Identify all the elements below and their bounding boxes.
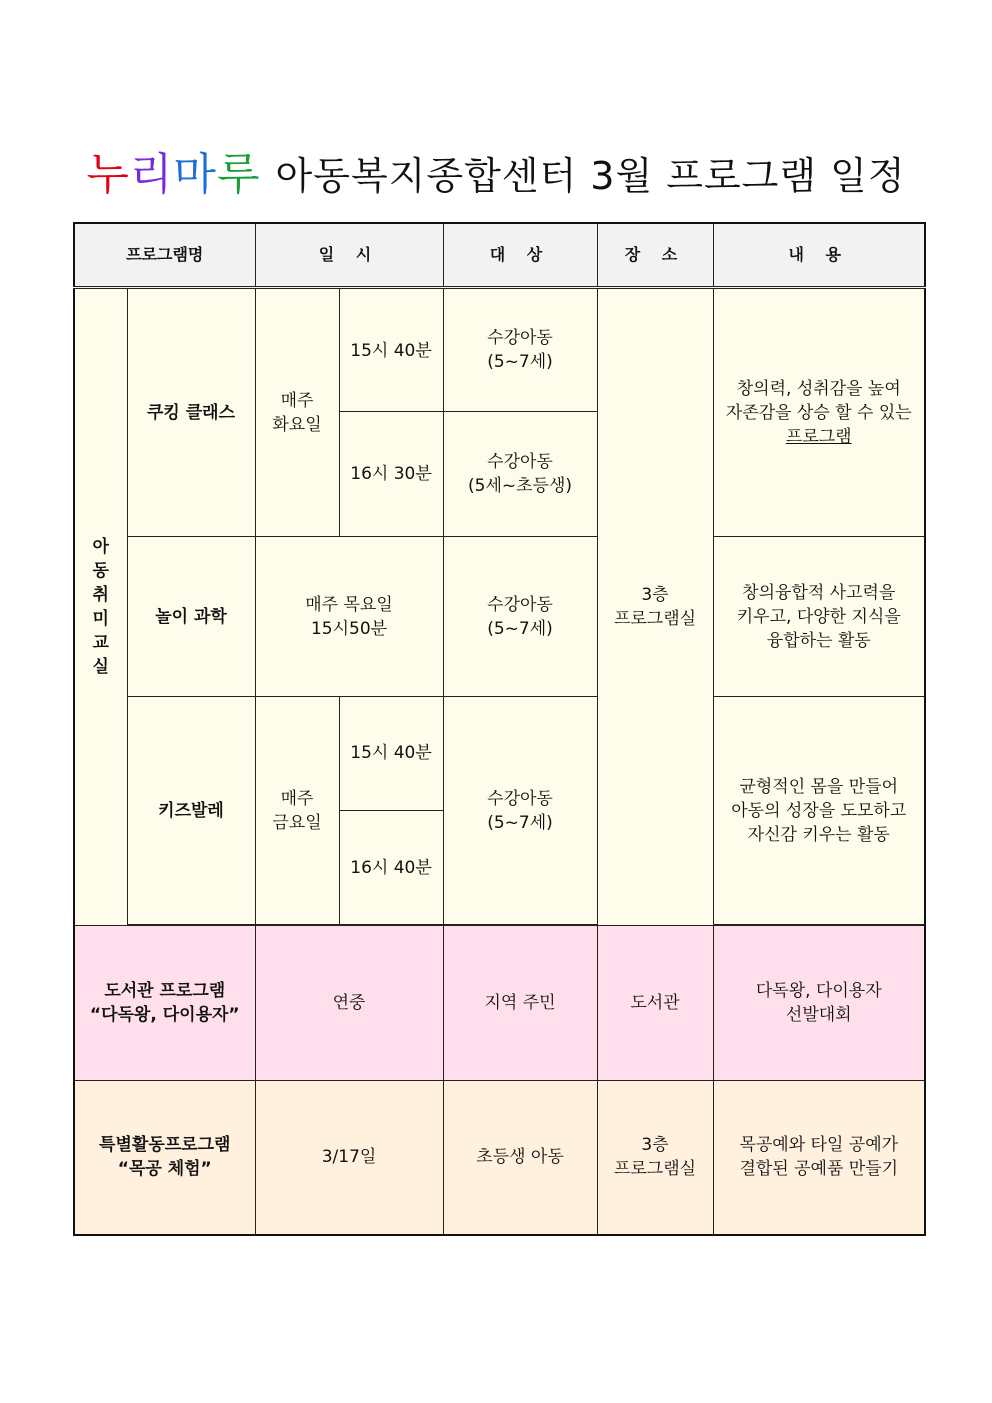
program-name-science: 놀이 과학 — [127, 537, 255, 697]
special-when: 3/17일 — [255, 1080, 443, 1235]
program-name-cooking: 쿠킹 클래스 — [127, 288, 255, 537]
cooking-target-2-line1: 수강아동 — [487, 452, 553, 472]
ballet-content — [713, 697, 925, 925]
cooking-target-1-line2: (5~7세) — [487, 352, 553, 372]
science-target — [443, 537, 597, 697]
ballet-target-line2: (5~7세) — [487, 812, 553, 833]
cooking-content-line3: 프로그램 — [785, 426, 852, 447]
ballet-target-line1: 수강아동 — [487, 788, 553, 809]
cooking-content-line2: 자존감을 상승 할 수 있는 — [725, 402, 912, 423]
table-row — [74, 537, 925, 697]
science-when — [255, 537, 443, 697]
special-name-line1: 특별활동프로그램 — [99, 1135, 231, 1156]
library-when: 연중 — [255, 925, 443, 1080]
special-content — [713, 1080, 925, 1235]
ballet-content-line3: 자신감 키우는 활동 — [747, 824, 890, 845]
brand-char-4: 루 — [216, 149, 261, 200]
table-row — [74, 288, 925, 412]
header-target: 대 상 — [443, 223, 597, 288]
special-target: 초등생 아동 — [443, 1080, 597, 1235]
ballet-time-2: 16시 40분 — [339, 811, 443, 925]
science-content-line2: 키우고, 다양한 지식을 — [736, 606, 901, 627]
group-label-char: 취 — [92, 584, 109, 605]
cooking-target-2 — [443, 412, 597, 537]
shared-place-line2: 프로그램실 — [613, 608, 697, 629]
library-content-line2: 선발대회 — [785, 1004, 852, 1025]
group-label-char: 동 — [92, 560, 109, 581]
library-name-line2: “다독왕, 다이용자” — [89, 1004, 240, 1025]
title-rest: 아동복지종합센터 3월 프로그램 일정 — [275, 154, 906, 198]
science-target-line2: (5~7세) — [487, 618, 553, 639]
special-name-line2: “목공 체험” — [117, 1159, 212, 1180]
program-name-ballet: 키즈발레 — [127, 697, 255, 925]
header-program: 프로그램명 — [74, 223, 255, 288]
schedule-table — [73, 222, 926, 1236]
ballet-time-1: 15시 40분 — [339, 697, 443, 811]
library-target: 지역 주민 — [443, 925, 597, 1080]
brand-char-2: 리 — [129, 149, 174, 200]
special-place — [597, 1080, 713, 1235]
group-label — [74, 288, 127, 926]
header-place: 장 소 — [597, 223, 713, 288]
table-row — [74, 1080, 925, 1235]
program-name-library — [74, 925, 255, 1080]
program-name-special — [74, 1080, 255, 1235]
ballet-day — [255, 697, 339, 925]
science-content — [713, 537, 925, 697]
shared-place-line1: 3층 — [641, 584, 669, 605]
science-content-line1: 창의융합적 사고력을 — [742, 582, 896, 603]
cooking-time-2: 16시 30분 — [339, 412, 443, 537]
cooking-target-1-line1: 수강아동 — [487, 328, 553, 348]
special-place-line2: 프로그램실 — [613, 1159, 697, 1180]
library-name-line1: 도서관 프로그램 — [104, 980, 226, 1001]
ballet-day-line2: 금요일 — [272, 812, 322, 833]
header-datetime: 일 시 — [255, 223, 443, 288]
ballet-content-line2: 아동의 성장을 도모하고 — [731, 800, 907, 821]
header-content: 내 용 — [713, 223, 925, 288]
cooking-day — [255, 288, 339, 537]
ballet-content-line1: 균형적인 몸을 만들어 — [739, 776, 899, 797]
ballet-target — [443, 697, 597, 925]
library-content — [713, 925, 925, 1080]
science-content-line3: 융합하는 활동 — [766, 630, 871, 651]
cooking-day-line2: 화요일 — [272, 414, 322, 435]
table-row — [74, 697, 925, 811]
page-title — [0, 138, 992, 202]
ballet-day-line1: 매주 — [280, 788, 314, 809]
brand-name — [86, 149, 273, 200]
cooking-target-1 — [443, 288, 597, 412]
brand-char-3: 마 — [173, 149, 217, 200]
cooking-day-line1: 매주 — [280, 390, 314, 411]
cooking-content — [713, 288, 925, 537]
cooking-time-1: 15시 40분 — [339, 288, 443, 412]
group-label-char: 실 — [92, 656, 109, 677]
group-label-char: 교 — [92, 632, 109, 653]
shared-place — [597, 288, 713, 926]
library-place: 도서관 — [597, 925, 713, 1080]
group-label-char: 아 — [92, 536, 109, 557]
group-label-char: 미 — [92, 608, 109, 629]
science-target-line1: 수강아동 — [487, 594, 553, 615]
cooking-target-2-line2: (5세~초등생) — [468, 476, 573, 496]
library-content-line1: 다독왕, 다이용자 — [755, 980, 882, 1001]
cooking-content-line1: 창의력, 성취감을 높여 — [736, 378, 901, 399]
header-row — [74, 223, 925, 288]
special-place-line1: 3층 — [641, 1135, 669, 1156]
brand-char-1: 누 — [86, 149, 130, 200]
science-when-line2: 15시50분 — [310, 618, 388, 639]
table-row — [74, 925, 925, 1080]
special-content-line1: 목공예와 타일 공예가 — [739, 1135, 899, 1156]
special-content-line2: 결합된 공예품 만들기 — [739, 1159, 899, 1180]
science-when-line1: 매주 목요일 — [305, 594, 393, 615]
